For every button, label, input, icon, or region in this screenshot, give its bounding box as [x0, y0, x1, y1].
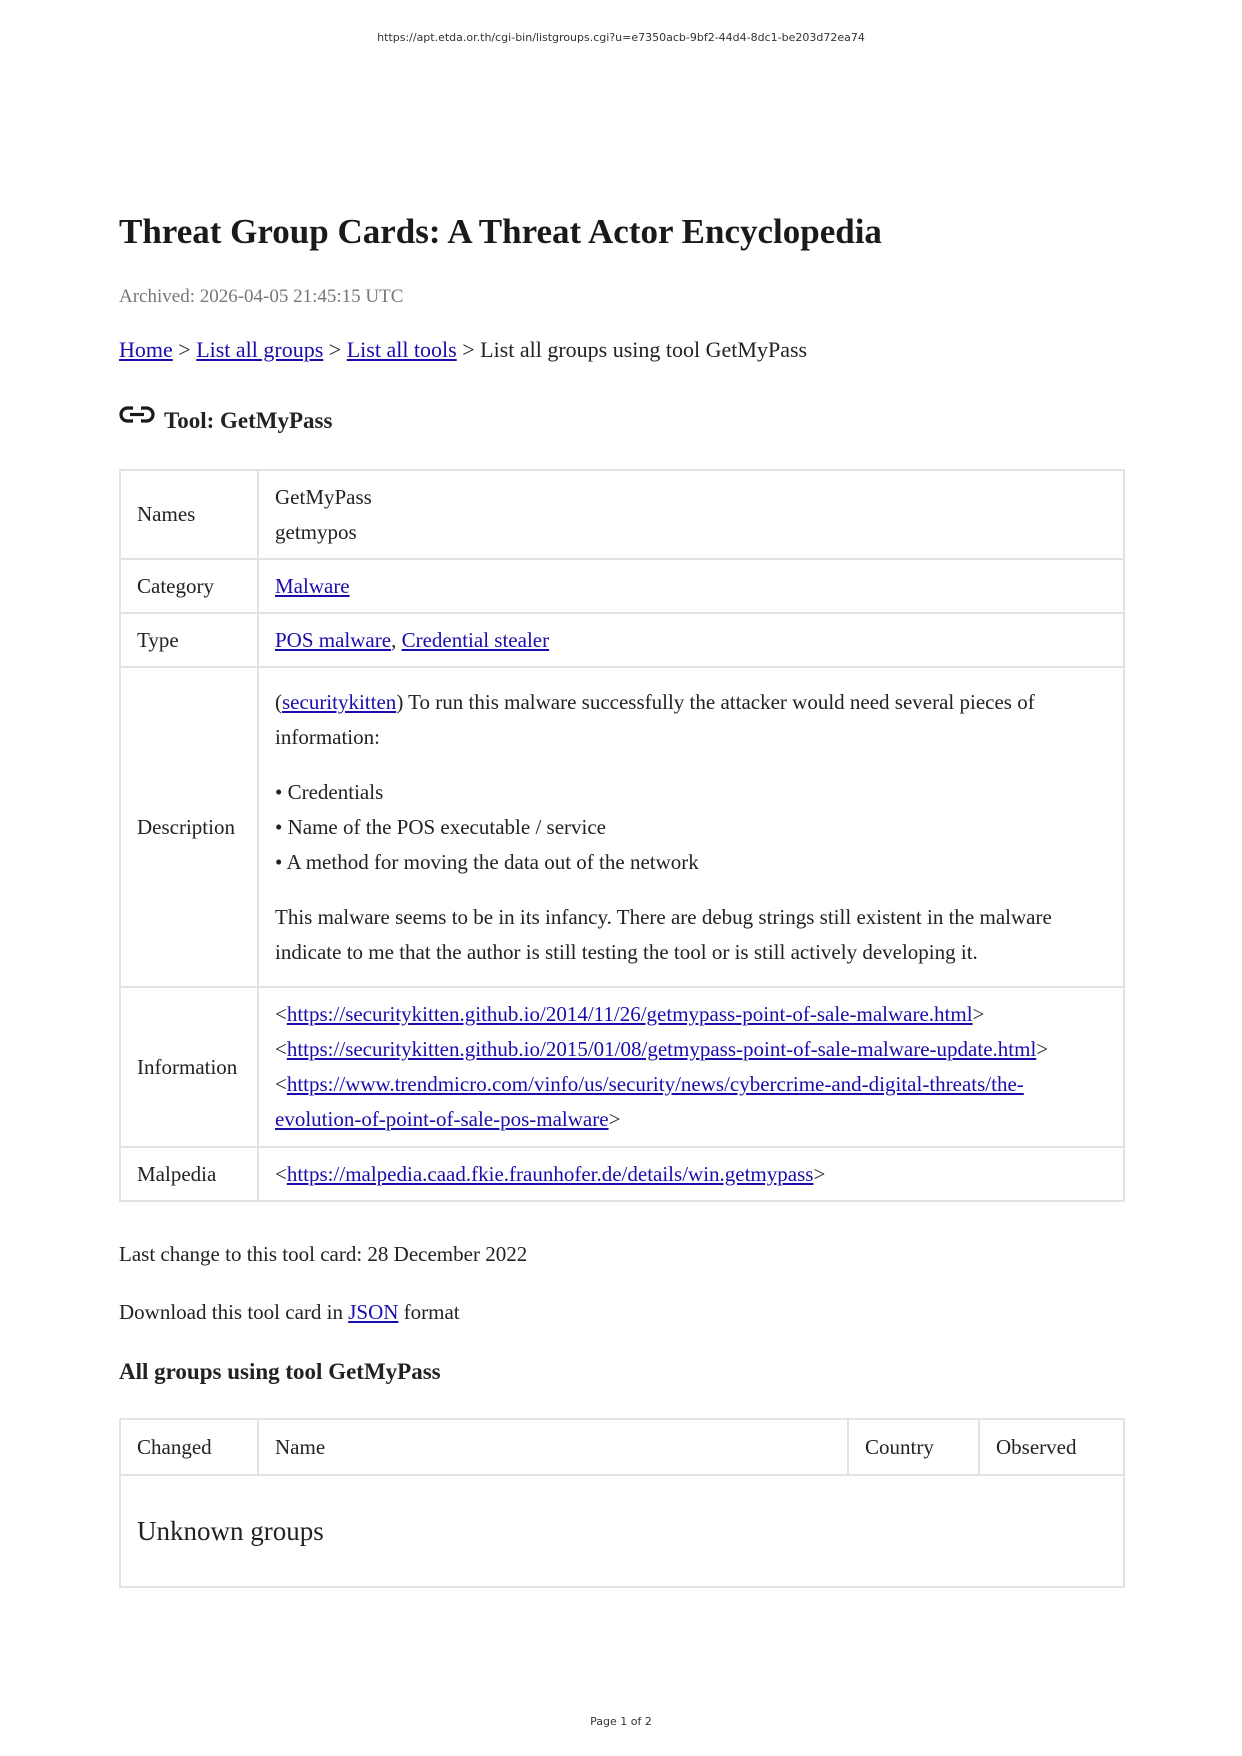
angle-open: <: [275, 1002, 287, 1026]
description-value: [258, 667, 1124, 987]
information-entry: [275, 1032, 1107, 1067]
breadcrumb: [119, 337, 807, 363]
column-header-changed[interactable]: Changed: [120, 1419, 258, 1475]
column-header-country[interactable]: Country: [848, 1419, 979, 1475]
breadcrumb-home-link[interactable]: Home: [119, 337, 173, 362]
information-label: Information: [120, 987, 258, 1147]
information-entry: [275, 1067, 1107, 1137]
table-row: [120, 987, 1124, 1147]
archived-timestamp: Archived: 2026-04-05 21:45:15 UTC: [119, 286, 404, 307]
table-row: [120, 667, 1124, 987]
type-label: Type: [120, 613, 258, 667]
malpedia-link[interactable]: https://malpedia.caad.fkie.fraunhofer.de/details/win.getmypass: [286, 1161, 814, 1186]
table-row: [120, 613, 1124, 667]
table-header-row: [120, 1419, 1124, 1475]
category-label: Category: [120, 559, 258, 613]
column-header-name[interactable]: Name: [258, 1419, 848, 1475]
information-value: [258, 987, 1124, 1147]
json-download-link[interactable]: JSON: [348, 1300, 399, 1324]
breadcrumb-separator: >: [172, 337, 197, 362]
groups-heading: All groups using tool GetMyPass: [119, 1359, 441, 1384]
tool-heading: [119, 404, 332, 434]
description-label: Description: [120, 667, 258, 987]
download-prefix: Download this tool card in: [119, 1300, 349, 1324]
table-row: [120, 1475, 1124, 1587]
description-paren: (: [275, 689, 282, 714]
tool-heading-text: Tool: GetMyPass: [164, 408, 333, 433]
tool-name: getmypos: [275, 519, 357, 544]
description-list: [275, 775, 1107, 880]
breadcrumb-groups-link[interactable]: List all groups: [196, 337, 324, 362]
malpedia-value: [258, 1147, 1124, 1201]
breadcrumb-separator: >: [323, 337, 347, 362]
breadcrumb-current: > List all groups using tool GetMyPass: [456, 337, 808, 362]
information-link[interactable]: https://securitykitten.github.io/2015/01/08/getmypass-point-of-sale-malware-update.html: [286, 1037, 1037, 1061]
groups-table: [119, 1418, 1125, 1588]
tool-card-table: [119, 469, 1125, 1202]
list-item: • Name of the POS executable / service: [275, 814, 606, 839]
last-change-text: Last change to this tool card: 28 December 2022: [119, 1242, 528, 1266]
list-item: • Credentials: [275, 779, 384, 804]
tool-name: GetMyPass: [275, 484, 372, 509]
angle-close: >: [608, 1107, 621, 1131]
description-outro: This malware seems to be in its infancy. There are debug strings still existent in the malware indicate to me that the author is still testing the tool or is still actively developing it.: [275, 904, 1052, 964]
table-row: [120, 559, 1124, 613]
table-row: [120, 1147, 1124, 1201]
description-intro: [275, 685, 1107, 755]
page-number: Page 1 of 2: [590, 1715, 652, 1728]
description-intro-text: ) To run this malware successfully the attacker would need several pieces of information:: [275, 689, 1035, 749]
information-link[interactable]: https://securitykitten.github.io/2014/11/26/getmypass-point-of-sale-malware.html: [286, 1002, 973, 1026]
angle-open: <: [275, 1037, 287, 1061]
type-value: [258, 613, 1124, 667]
names-label: Names: [120, 470, 258, 559]
download-text: [119, 1300, 460, 1325]
download-suffix: format: [398, 1300, 460, 1324]
angle-close: >: [972, 1002, 985, 1026]
source-link[interactable]: securitykitten: [282, 689, 397, 714]
angle-open: <: [275, 1072, 287, 1096]
link-icon: [119, 404, 155, 426]
type-link-pos-malware[interactable]: POS malware: [275, 627, 392, 652]
information-entry: [275, 997, 1107, 1032]
type-link-credential-stealer[interactable]: Credential stealer: [401, 627, 550, 652]
breadcrumb-tools-link[interactable]: List all tools: [346, 337, 457, 362]
page-url-header: https://apt.etda.or.th/cgi-bin/listgroups.cgi?u=e7350acb-9bf2-44d4-8dc1-be203d72ea74: [377, 31, 865, 44]
malpedia-label: Malpedia: [120, 1147, 258, 1201]
unknown-groups-heading: Unknown groups: [120, 1475, 1124, 1587]
column-header-observed[interactable]: Observed: [979, 1419, 1124, 1475]
page-title: Threat Group Cards: A Threat Actor Encyclopedia: [119, 212, 882, 251]
category-link[interactable]: Malware: [275, 573, 350, 598]
angle-close: >: [813, 1161, 826, 1186]
angle-close: >: [1036, 1037, 1049, 1061]
category-value: [258, 559, 1124, 613]
names-value: [258, 470, 1124, 559]
list-item: • A method for moving the data out of the network: [275, 849, 699, 874]
angle-open: <: [275, 1161, 287, 1186]
type-separator: ,: [391, 627, 402, 652]
table-row: [120, 470, 1124, 559]
information-link[interactable]: https://www.trendmicro.com/vinfo/us/security/news/cybercrime-and-digital-threats/the-evolution-of-point-of-sale-pos-malware: [275, 1072, 1024, 1131]
